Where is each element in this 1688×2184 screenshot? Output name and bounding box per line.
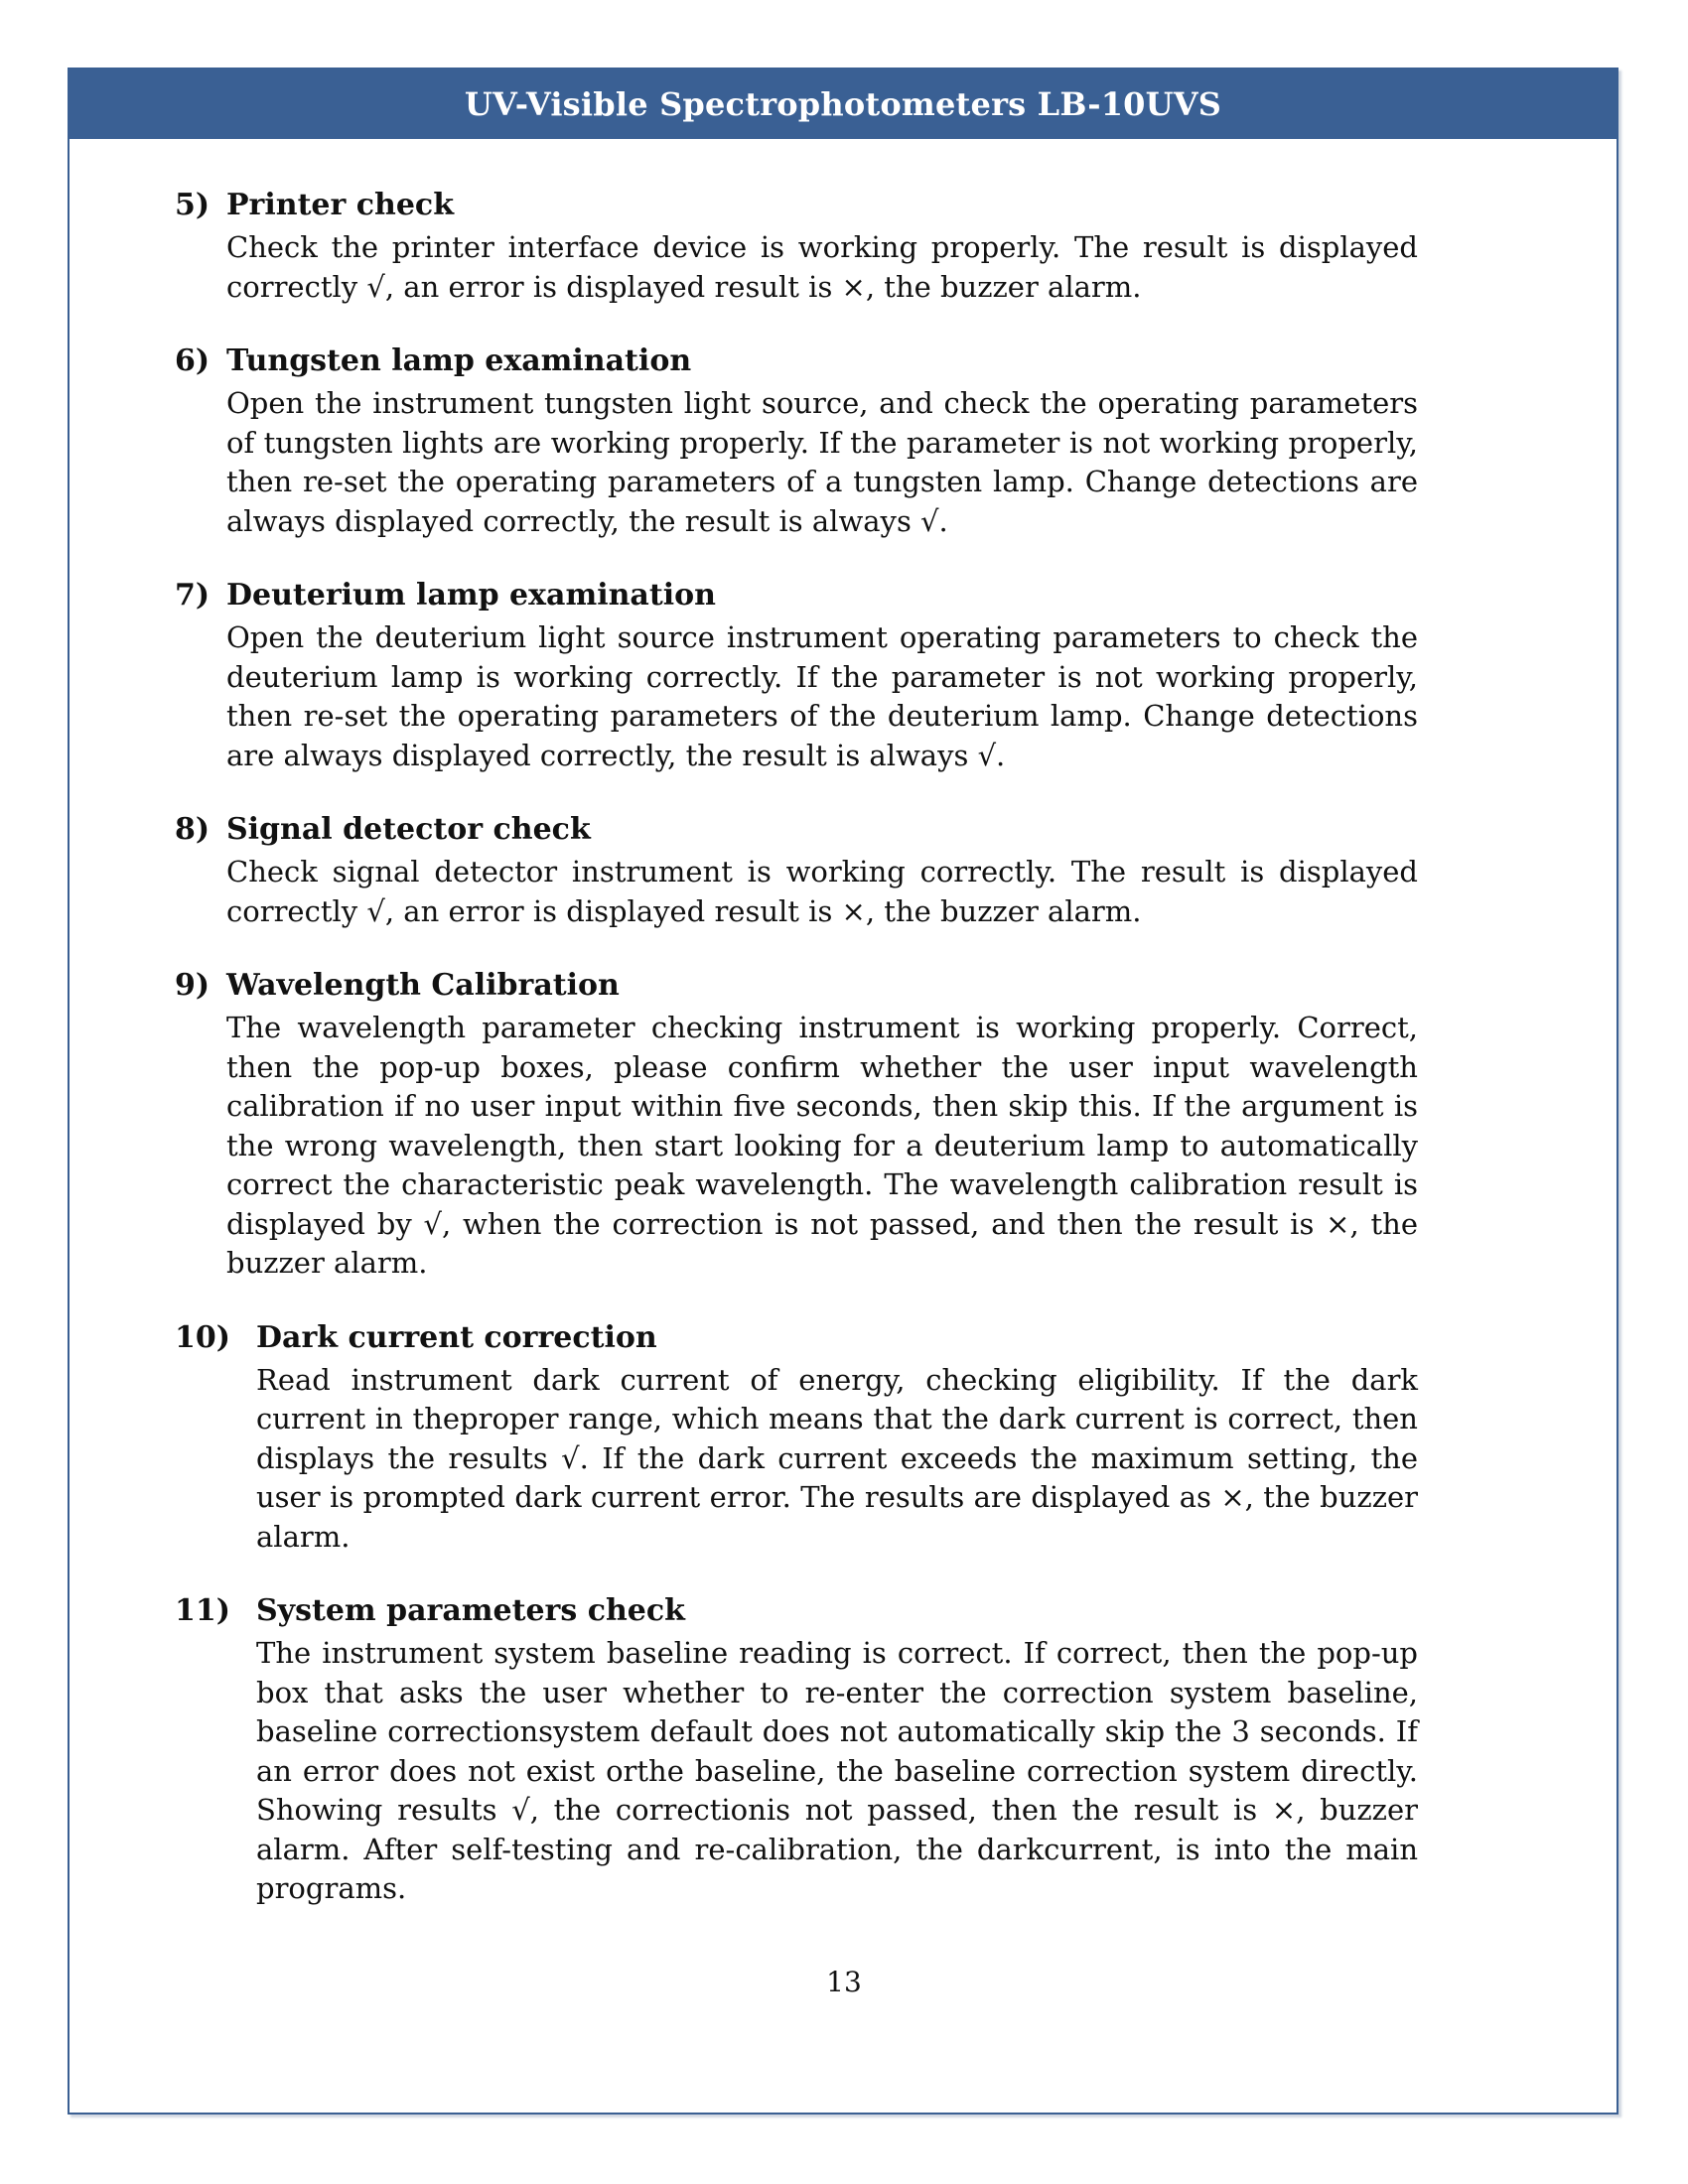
section-body: The wavelength parameter checking instrument is working properly. Correct, then the pop-up boxes, please confirm whether the user input wavelength calibration if no user input within five seconds, then skip this. If the argument is the wrong wavelength, then start looking for a deuterium lamp to automatically correct the characteristic peak wavelength. The wavelength calibration result is displayed by √, when the correction is not passed, and then the result is ×, the buzzer alarm. [226,1011,1418,1280]
section-body: Read instrument dark current of energy, checking eligibility. If the dark current in theproper range, which means that the dark current is correct, then displays the results √. If the dark current exceeds the maximum setting, the user is prompted dark current error. The results are displayed as ×, the buzzer alarm. [256,1362,1418,1554]
section-body: Check signal detector instrument is working correctly. The result is displayed correctly √, an error is displayed result is ×, the buzzer alarm. [226,855,1418,928]
section-body: The instrument system baseline reading is correct. If correct, then the pop-up box that asks the user whether to re-enter the correction system baseline, baseline correctionsystem default does not automatically skip the 3 seconds. If an error does not exist orthe baseline, the baseline correction system directly. Showing results √, the correctionis not passed, then the result is ×, buzzer alarm. After self-testing and re-calibration, the darkcurrent, is into the main programs. [256,1636,1418,1905]
section-title: Signal detector check [226,812,591,847]
section-number: 7) [175,578,211,613]
section-body: Check the printer interface device is working properly. The result is displayed correctly √, an error is displayed result is ×, the buzzer alarm. [226,230,1418,304]
section-title: Wavelength Calibration [226,968,620,1003]
section-number: 9) [175,968,211,1003]
section-wavelength-calibration [175,967,1487,1284]
section-signal-detector [175,811,1487,931]
section-heading [175,187,1487,224]
section-heading [175,1319,1487,1357]
section-tungsten-lamp [175,342,1487,541]
section-title: Deuterium lamp examination [226,578,716,613]
section-title: Tungsten lamp examination [226,343,692,378]
section-body: Open the instrument tungsten light source, and check the operating parameters of tungsten lights are working properly. If the parameter is not working properly, then re-set the operating parameters of a tungsten lamp. Change detections are always displayed correctly, the result is always √. [226,386,1418,538]
section-number: 10) [175,1319,230,1355]
section-heading [175,342,1487,380]
section-number: 5) [175,188,211,222]
section-number: 8) [175,812,211,847]
section-title: System parameters check [256,1593,685,1628]
page-number: 13 [826,1966,862,1998]
section-body: Open the deuterium light source instrument operating parameters to check the deuterium lamp is working correctly. If the parameter is not working properly, then re-set the operating parameters of the deuterium lamp. Change detections are always displayed correctly, the result is always √. [226,620,1418,772]
section-heading [175,1592,1487,1630]
document-content [175,187,1487,1945]
section-dark-current [175,1319,1487,1558]
section-title: Printer check [226,188,454,222]
section-number: 6) [175,343,211,378]
section-system-parameters [175,1592,1487,1909]
section-title: Dark current correction [256,1319,657,1355]
section-heading [175,967,1487,1005]
section-printer-check [175,187,1487,307]
document-title: UV-Visible Spectrophotometers LB-10UVS [464,85,1222,123]
section-heading [175,811,1487,849]
section-heading [175,577,1487,614]
section-deuterium-lamp [175,577,1487,775]
section-number: 11) [175,1593,230,1628]
header-bar [70,69,1617,139]
